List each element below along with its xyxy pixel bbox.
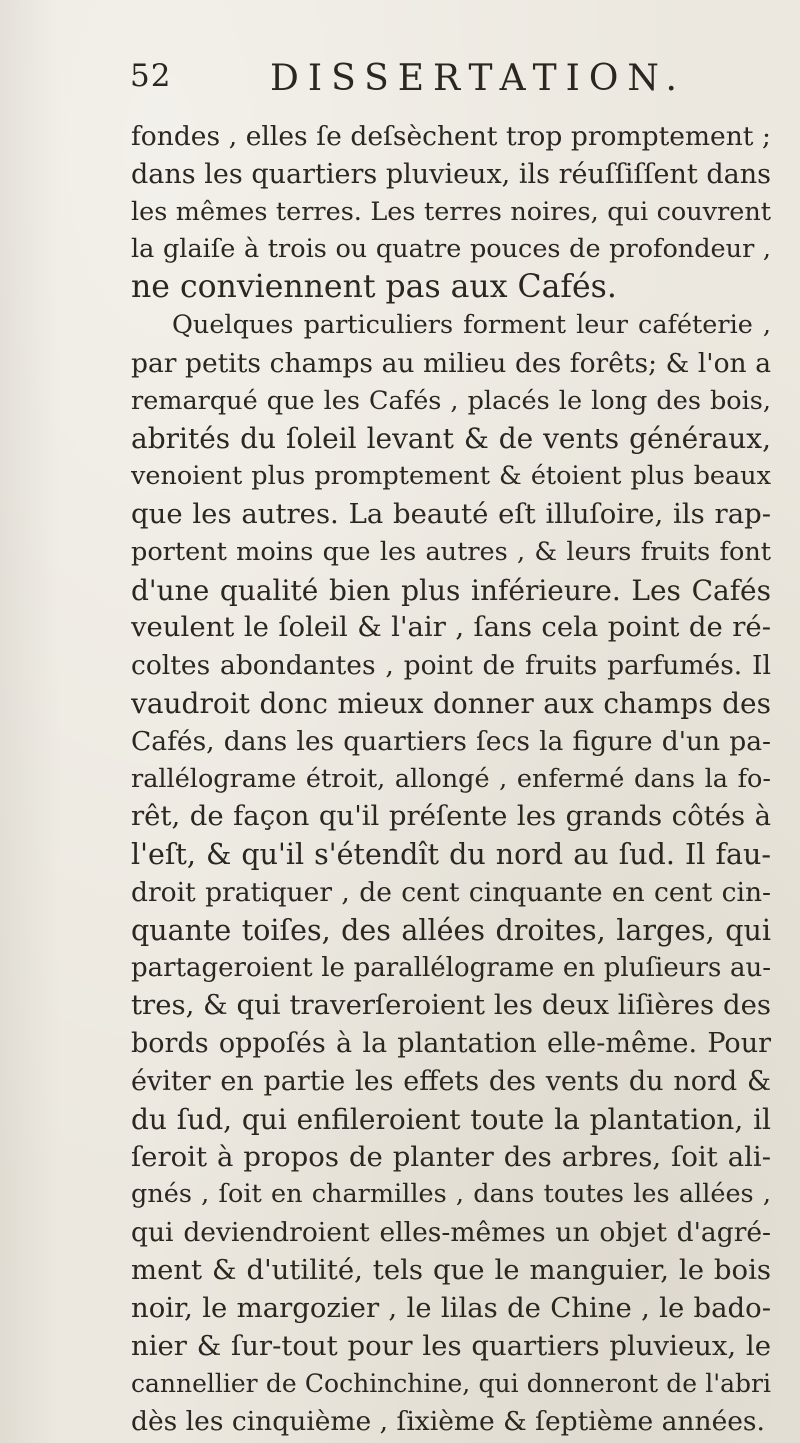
text-line: remarqué que les Cafés , placés le long des bois, (131, 385, 771, 416)
page-final-line: dès les cinquième , ſixième & ſeptième années. (131, 1406, 765, 1438)
text-line: l'eſt, & qu'il s'étendît du nord au ſud. Il fau- (131, 838, 771, 872)
text-line: éviter en partie les effets des vents du nord & (131, 1065, 771, 1097)
text-line: tres, & qui traverſeroient les deux liſières des (131, 989, 771, 1022)
text-line: Cafés, dans les quartiers ſecs la figure d'un pa- (131, 725, 771, 757)
paragraph-start-line: Quelques particuliers forment leur caféterie , (172, 309, 771, 340)
text-line: abrités du ſoleil levant & de vents généraux, (131, 422, 771, 456)
body-text (131, 118, 771, 1441)
text-line: droit pratiquer , de cent cinquante en cent cin- (131, 876, 771, 908)
text-line: la glaiſe à trois ou quatre pouces de profondeur , (131, 234, 771, 265)
text-line: ſeroit à propos de planter des arbres, ſoit ali- (131, 1140, 771, 1173)
text-line: bords oppoſés à la plantation elle-même. Pour (131, 1028, 771, 1060)
text-line: rêt, de façon qu'il préſente les grands côtés à (131, 800, 771, 833)
text-line: cannellier de Cochinchine, qui donneront de l'abri (131, 1369, 771, 1399)
text-line: que les autres. La beauté eſt illuſoire, ils rap- (131, 497, 771, 530)
text-line: dans les quartiers pluvieux, ils réuſſiſſent dans (131, 158, 771, 190)
text-line: du ſud, qui enfileroient toute la plantation, il (131, 1102, 771, 1136)
page-number: 52 (130, 58, 172, 94)
text-line: gnés , ſoit en charmilles , dans toutes les allées , (131, 1179, 771, 1210)
text-line: fondes , elles ſe deſsèchent trop promptement ; (131, 121, 771, 152)
page-gutter-shadow (0, 0, 60, 1443)
running-head (130, 58, 770, 108)
text-line: d'une qualité bien plus inférieure. Les Cafés (131, 573, 771, 607)
text-line: qui deviendroient elles-mêmes un objet d'agré- (131, 1217, 771, 1249)
running-title: DISSERTATION. (270, 58, 686, 99)
paragraph-end-line: ne conviennent pas aux Cafés. (131, 269, 617, 306)
text-line: ment & d'utilité, tels que le manguier, le bois (131, 1253, 771, 1286)
text-line: les mêmes terres. Les terres noires, qui couvrent (131, 196, 771, 227)
text-line: coltes abondantes , point de fruits parfumés. Il (131, 650, 771, 682)
text-line: portent moins que les autres , & leurs fruits font (131, 536, 771, 567)
text-line: nier & ſur-tout pour les quartiers pluvieux, le (131, 1329, 771, 1362)
text-line: noir, le margozier , le lilas de Chine , le bado- (131, 1291, 771, 1324)
text-line: rallélograme étroit, allongé , enfermé dans la fo- (131, 763, 771, 794)
text-line: venoient plus promptement & étoient plus beaux (131, 461, 771, 492)
text-line: par petits champs au milieu des forêts; & l'on a (131, 347, 771, 379)
text-line: veulent le ſoleil & l'air , ſans cela point de ré- (131, 611, 771, 644)
text-line: quante toiſes, des allées droites, larges, qui (131, 913, 771, 947)
text-line: vaudroit donc mieux donner aux champs des (131, 686, 771, 720)
text-line: partageroient le parallélograme en pluſieurs au- (131, 952, 771, 983)
